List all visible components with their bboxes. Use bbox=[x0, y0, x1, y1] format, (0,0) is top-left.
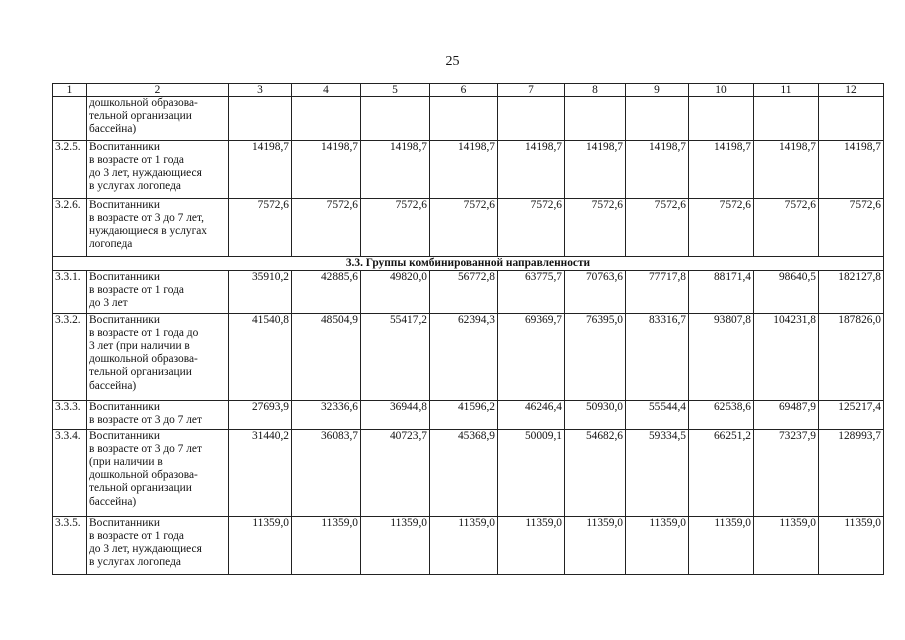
value-cell: 14198,7 bbox=[819, 141, 884, 199]
description-line: в возрасте от 1 года bbox=[89, 284, 184, 297]
description-line: дошкольной образова- bbox=[89, 469, 198, 482]
column-number: 12 bbox=[819, 84, 884, 97]
value-cell bbox=[626, 97, 689, 141]
value-cell: 45368,9 bbox=[430, 430, 498, 517]
value-cell: 59334,5 bbox=[626, 430, 689, 517]
value-cell: 62538,6 bbox=[689, 401, 754, 430]
value-cell: 11359,0 bbox=[565, 517, 626, 575]
value-cell bbox=[565, 97, 626, 141]
value-cell: 76395,0 bbox=[565, 314, 626, 401]
value-cell: 14198,7 bbox=[626, 141, 689, 199]
description-line: в возрасте от 3 до 7 лет bbox=[89, 414, 202, 427]
value-cell: 27693,9 bbox=[229, 401, 292, 430]
value-cell: 69487,9 bbox=[754, 401, 819, 430]
value-cell: 70763,6 bbox=[565, 271, 626, 314]
value-cell: 187826,0 bbox=[819, 314, 884, 401]
tariff-table bbox=[52, 83, 884, 575]
value-cell: 83316,7 bbox=[626, 314, 689, 401]
row-description bbox=[87, 517, 229, 575]
description-line: бассейна) bbox=[89, 123, 137, 136]
description-line: Воспитанники bbox=[89, 271, 160, 284]
description-line: в возрасте от 1 года bbox=[89, 530, 184, 543]
description-line: в услугах логопеда bbox=[89, 180, 181, 193]
description-line: логопеда bbox=[89, 238, 133, 251]
description-line: в возрасте от 1 года до bbox=[89, 327, 199, 340]
value-cell: 93807,8 bbox=[689, 314, 754, 401]
section-title: 3.3. Группы комбинированной направленности bbox=[53, 257, 884, 271]
table-row bbox=[53, 97, 884, 141]
value-cell: 14198,7 bbox=[754, 141, 819, 199]
value-cell bbox=[361, 97, 430, 141]
column-number: 8 bbox=[565, 84, 626, 97]
value-cell: 36944,8 bbox=[361, 401, 430, 430]
value-cell: 69369,7 bbox=[498, 314, 565, 401]
value-cell: 182127,8 bbox=[819, 271, 884, 314]
value-cell: 46246,4 bbox=[498, 401, 565, 430]
value-cell: 14198,7 bbox=[292, 141, 361, 199]
page-number: 25 bbox=[445, 54, 460, 69]
description-line: тельной организации bbox=[89, 366, 192, 379]
table-row bbox=[53, 199, 884, 257]
row-code: 3.3.3. bbox=[53, 401, 87, 430]
row-description bbox=[87, 314, 229, 401]
column-number: 2 bbox=[87, 84, 229, 97]
table-row bbox=[53, 430, 884, 517]
table-body bbox=[53, 84, 884, 575]
row-code: 3.2.6. bbox=[53, 199, 87, 257]
section-row bbox=[53, 257, 884, 271]
value-cell: 7572,6 bbox=[498, 199, 565, 257]
value-cell: 14198,7 bbox=[361, 141, 430, 199]
value-cell: 11359,0 bbox=[689, 517, 754, 575]
value-cell: 7572,6 bbox=[689, 199, 754, 257]
value-cell: 14198,7 bbox=[430, 141, 498, 199]
value-cell: 104231,8 bbox=[754, 314, 819, 401]
row-code: 3.3.1. bbox=[53, 271, 87, 314]
value-cell: 55544,4 bbox=[626, 401, 689, 430]
row-code: 3.2.5. bbox=[53, 141, 87, 199]
description-line: до 3 лет, нуждающиеся bbox=[89, 543, 202, 556]
description-line: до 3 лет bbox=[89, 297, 128, 310]
value-cell: 11359,0 bbox=[361, 517, 430, 575]
description-line: в услугах логопеда bbox=[89, 556, 181, 569]
description-line: в возрасте от 1 года bbox=[89, 154, 184, 167]
row-code: 3.3.5. bbox=[53, 517, 87, 575]
value-cell: 31440,2 bbox=[229, 430, 292, 517]
value-cell: 48504,9 bbox=[292, 314, 361, 401]
value-cell: 7572,6 bbox=[361, 199, 430, 257]
description-line: (при наличии в bbox=[89, 456, 163, 469]
row-description bbox=[87, 401, 229, 430]
value-cell bbox=[498, 97, 565, 141]
description-line: бассейна) bbox=[89, 379, 137, 392]
value-cell: 36083,7 bbox=[292, 430, 361, 517]
table-header-row bbox=[53, 84, 884, 97]
value-cell: 35910,2 bbox=[229, 271, 292, 314]
column-number: 6 bbox=[430, 84, 498, 97]
description-line: Воспитанники bbox=[89, 314, 160, 327]
row-description bbox=[87, 199, 229, 257]
value-cell: 11359,0 bbox=[498, 517, 565, 575]
description-line: Воспитанники bbox=[89, 517, 160, 530]
row-description bbox=[87, 430, 229, 517]
value-cell: 7572,6 bbox=[565, 199, 626, 257]
value-cell: 11359,0 bbox=[430, 517, 498, 575]
column-number: 9 bbox=[626, 84, 689, 97]
value-cell bbox=[430, 97, 498, 141]
value-cell: 63775,7 bbox=[498, 271, 565, 314]
value-cell bbox=[229, 97, 292, 141]
value-cell: 11359,0 bbox=[754, 517, 819, 575]
description-line: Воспитанники bbox=[89, 199, 160, 211]
row-code bbox=[53, 97, 87, 141]
value-cell: 7572,6 bbox=[819, 199, 884, 257]
value-cell: 54682,6 bbox=[565, 430, 626, 517]
row-code: 3.3.2. bbox=[53, 314, 87, 401]
value-cell: 40723,7 bbox=[361, 430, 430, 517]
value-cell: 73237,9 bbox=[754, 430, 819, 517]
value-cell: 125217,4 bbox=[819, 401, 884, 430]
table-row bbox=[53, 517, 884, 575]
value-cell: 7572,6 bbox=[430, 199, 498, 257]
value-cell: 7572,6 bbox=[229, 199, 292, 257]
description-line: дошкольной образова- bbox=[89, 97, 198, 109]
value-cell bbox=[689, 97, 754, 141]
value-cell bbox=[292, 97, 361, 141]
value-cell: 41596,2 bbox=[430, 401, 498, 430]
value-cell: 32336,6 bbox=[292, 401, 361, 430]
value-cell: 50009,1 bbox=[498, 430, 565, 517]
column-number: 10 bbox=[689, 84, 754, 97]
value-cell: 56772,8 bbox=[430, 271, 498, 314]
value-cell: 11359,0 bbox=[292, 517, 361, 575]
value-cell: 49820,0 bbox=[361, 271, 430, 314]
value-cell: 66251,2 bbox=[689, 430, 754, 517]
value-cell: 41540,8 bbox=[229, 314, 292, 401]
value-cell: 42885,6 bbox=[292, 271, 361, 314]
column-number: 4 bbox=[292, 84, 361, 97]
value-cell: 62394,3 bbox=[430, 314, 498, 401]
value-cell: 14198,7 bbox=[229, 141, 292, 199]
value-cell: 128993,7 bbox=[819, 430, 884, 517]
value-cell: 14198,7 bbox=[565, 141, 626, 199]
value-cell bbox=[754, 97, 819, 141]
value-cell: 7572,6 bbox=[626, 199, 689, 257]
table-row bbox=[53, 271, 884, 314]
value-cell: 11359,0 bbox=[229, 517, 292, 575]
description-line: дошкольной образова- bbox=[89, 353, 198, 366]
row-code: 3.3.4. bbox=[53, 430, 87, 517]
column-number: 11 bbox=[754, 84, 819, 97]
row-description bbox=[87, 271, 229, 314]
value-cell: 7572,6 bbox=[292, 199, 361, 257]
description-line: нуждающиеся в услугах bbox=[89, 225, 207, 238]
description-line: 3 лет (при наличии в bbox=[89, 340, 190, 353]
row-description bbox=[87, 97, 229, 141]
description-line: бассейна) bbox=[89, 495, 137, 508]
table-row bbox=[53, 141, 884, 199]
description-line: тельной организации bbox=[89, 110, 192, 123]
value-cell: 88171,4 bbox=[689, 271, 754, 314]
value-cell: 14198,7 bbox=[689, 141, 754, 199]
column-number: 3 bbox=[229, 84, 292, 97]
description-line: тельной организации bbox=[89, 482, 192, 495]
description-line: в возрасте от 3 до 7 лет, bbox=[89, 212, 204, 225]
column-number: 7 bbox=[498, 84, 565, 97]
value-cell: 14198,7 bbox=[498, 141, 565, 199]
description-line: Воспитанники bbox=[89, 401, 160, 414]
description-line: до 3 лет, нуждающиеся bbox=[89, 167, 202, 180]
table-row bbox=[53, 314, 884, 401]
value-cell: 11359,0 bbox=[819, 517, 884, 575]
value-cell bbox=[819, 97, 884, 141]
value-cell: 98640,5 bbox=[754, 271, 819, 314]
row-description bbox=[87, 141, 229, 199]
column-number: 1 bbox=[53, 84, 87, 97]
value-cell: 50930,0 bbox=[565, 401, 626, 430]
value-cell: 7572,6 bbox=[754, 199, 819, 257]
value-cell: 11359,0 bbox=[626, 517, 689, 575]
description-line: в возрасте от 3 до 7 лет bbox=[89, 443, 202, 456]
description-line: Воспитанники bbox=[89, 141, 160, 153]
column-number: 5 bbox=[361, 84, 430, 97]
table-row bbox=[53, 401, 884, 430]
description-line: Воспитанники bbox=[89, 430, 160, 443]
value-cell: 55417,2 bbox=[361, 314, 430, 401]
value-cell: 77717,8 bbox=[626, 271, 689, 314]
